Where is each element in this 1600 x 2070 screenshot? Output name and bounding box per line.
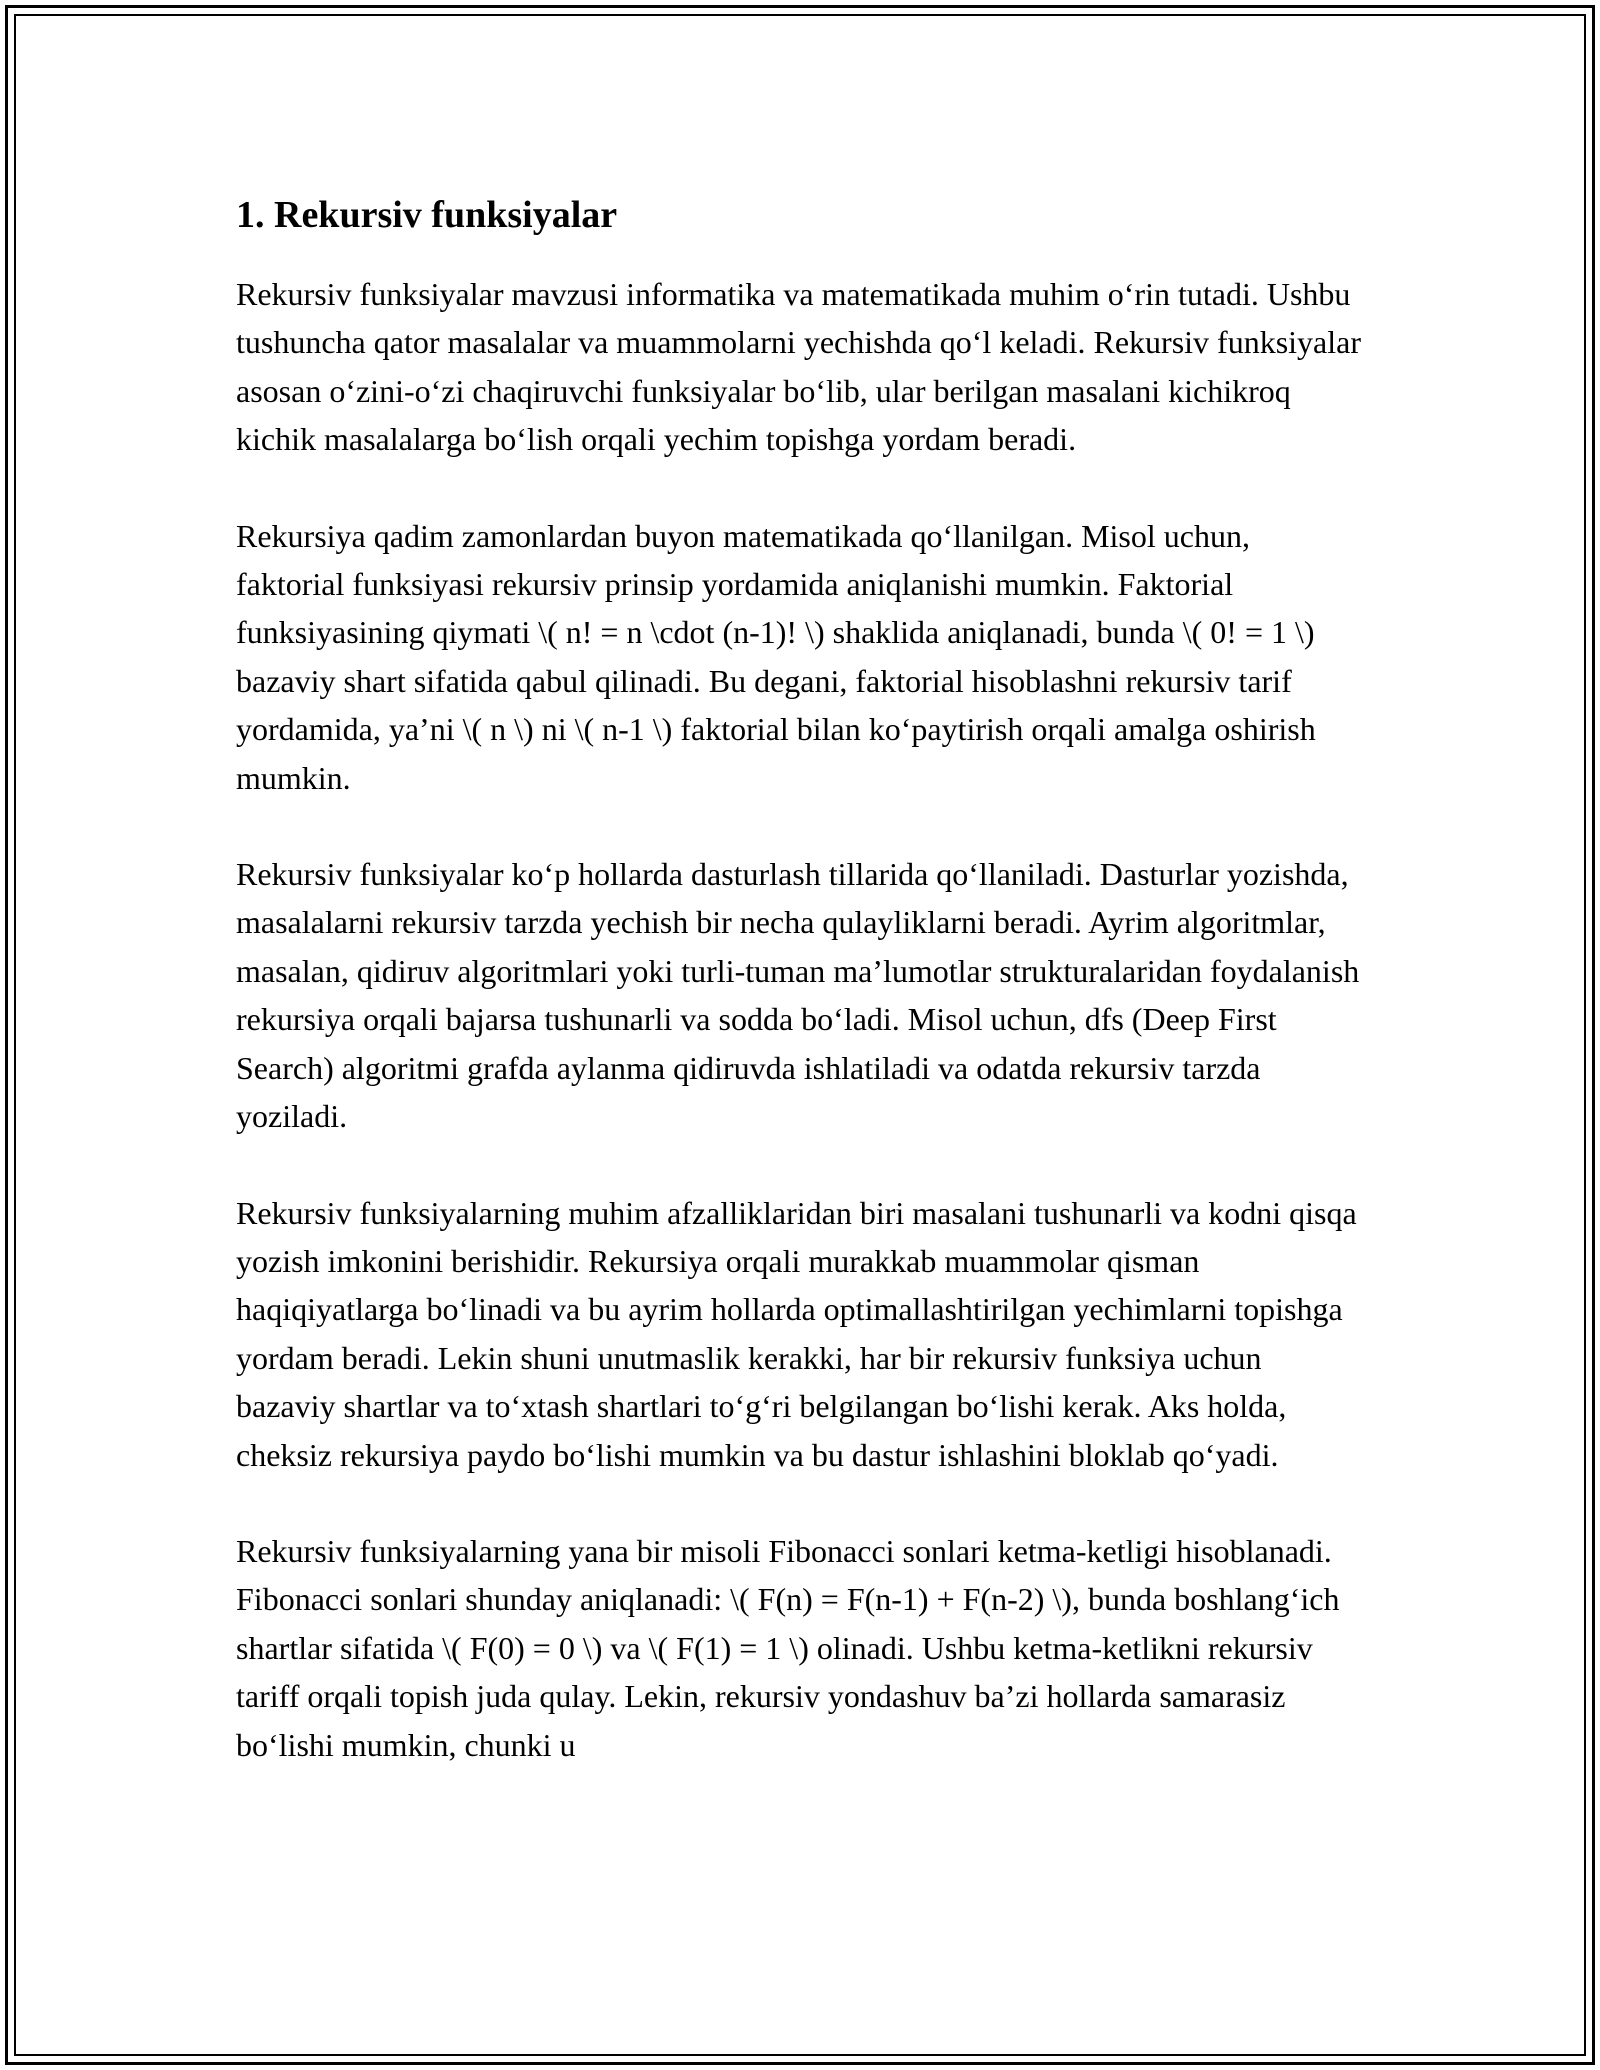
paragraph-programming: Rekursiv funksiyalar ko‘p hollarda dasturlash tillarida qo‘llaniladi. Dasturlar yozishda, masalalarni rekursiv tarzda yechish bir necha qulayliklarni beradi. Ayrim algoritmlar, masalan, qidiruv algoritmlari yoki turli-tuman ma’lumotlar strukturalaridan foydalanish rekursiya orqali bajarsa tushunarli va sodda bo‘ladi. Misol uchun, dfs (Deep First Search) algoritmi grafda aylanma qidiruvda ishlatiladi va odatda rekursiv tarzda yoziladi. <box>236 856 1360 1135</box>
paragraph-intro: Rekursiv funksiyalar mavzusi informatika va matematikada muhim o‘rin tutadi. Ushbu tushuncha qator masalalar va muammolarni yechishda qo‘l keladi. Rekursiv funksiyalar asosan o‘zini-o‘zi chaqiruvchi funksiyalar bo‘lib, ular berilgan masalani kichikroq kichik masalalarga bo‘lish orqali yechim topishga yordam beradi. <box>236 276 1361 458</box>
section-heading: 1. Rekursiv funksiyalar <box>236 194 618 236</box>
paragraph-advantages: Rekursiv funksiyalarning muhim afzalliklaridan biri masalani tushunarli va kodni qisqa yozish imkonini berishidir. Rekursiya orqali murakkab muammolar qisman haqiqiyatlarga bo‘linadi va bu ayrim hollarda optimallashtirilgan yechimlarni topishga yordam beradi. Lekin shuni unutmaslik kerakki, har bir rekursiv funksiya uchun bazaviy shartlar va to‘xtash shartlari to‘g‘ri belgilangan bo‘lishi kerak. Aks holda, cheksiz rekursiya paydo bo‘lishi mumkin va bu dastur ishlashini bloklab qo‘yadi. <box>236 1194 1357 1473</box>
paragraph-fibonacci: Rekursiv funksiyalarning yana bir misoli Fibonacci sonlari ketma-ketligi hisoblanadi. Fibonacci sonlari shunday aniqlanadi: \( F(n) = F(n-1) + F(n-2) \), bunda boshlang‘ich shartlar sifatida \( F(0) = 0 \) va \( F(1) = 1 \) olinadi. Ushbu ketma-ketlikni rekursiv tariff orqali topish juda qulay. Lekin, rekursiv yondashuv ba’zi hollarda samarasiz bo‘lishi mumkin, chunki u <box>236 1532 1340 1763</box>
paragraph-factorial: Rekursiya qadim zamonlardan buyon matematikada qo‘llanilgan. Misol uchun, faktorial funksiyasi rekursiv prinsip yordamida aniqlanishi mumkin. Faktorial funksiyasining qiymati \( n! = n \cdot (n-1)! \) shaklida aniqlanadi, bunda \( 0! = 1 \) bazaviy shart sifatida qabul qilinadi. Bu degani, faktorial hisoblashni rekursiv tarif yordamida, ya’ni \( n \) ni \( n-1 \) faktorial bilan ko‘paytirish orqali amalga oshirish mumkin. <box>236 517 1316 796</box>
document-body <box>236 186 1366 1817</box>
